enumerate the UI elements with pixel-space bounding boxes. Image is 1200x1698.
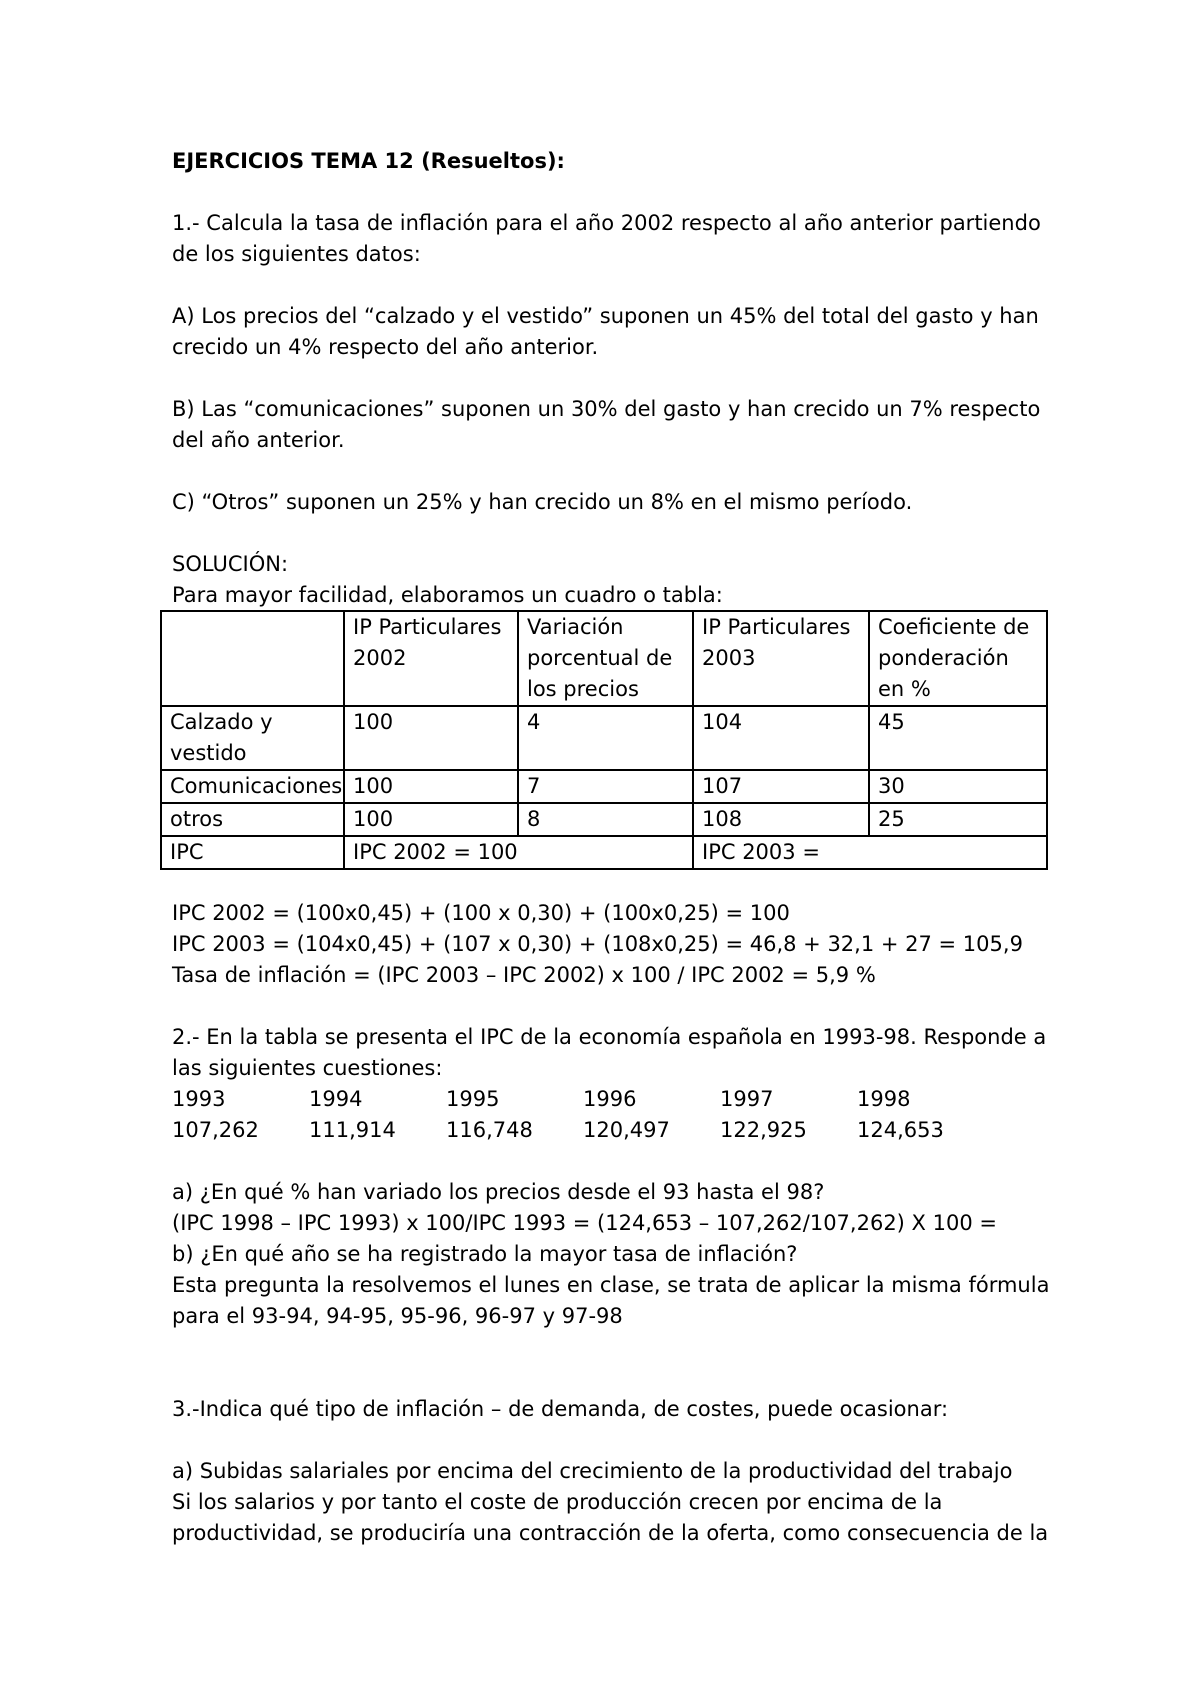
value-cell: 122,925 [720, 1118, 807, 1142]
year-cell: 1997 [720, 1087, 774, 1111]
table-cell: 100 [344, 770, 518, 803]
solution-intro: Para mayor facilidad, elaboramos un cuadro o tabla: [172, 583, 723, 607]
table-cell: 45 [869, 706, 1047, 770]
value-cell: 124,653 [857, 1118, 944, 1142]
table-cell: 100 [344, 706, 518, 770]
table-cell: 25 [869, 803, 1047, 836]
ex2-statement-line2: las siguientes cuestiones: [172, 1056, 443, 1080]
table-cell: 4 [518, 706, 693, 770]
table-cell: 100 [344, 803, 518, 836]
value-cell: 116,748 [446, 1118, 533, 1142]
ex1-item-c: C) “Otros” suponen un 25% y han crecido un 8% en el mismo período. [172, 490, 913, 514]
ex2-answer-a: (IPC 1998 – IPC 1993) x 100/IPC 1993 = (124,653 – 107,262/107,262) X 100 = [172, 1211, 997, 1235]
table-cell: 108 [693, 803, 869, 836]
ipc-table [160, 610, 1048, 870]
ipc-values-row [172, 1115, 994, 1146]
ex1-item-a-line2: crecido un 4% respecto del año anterior. [172, 335, 599, 359]
solution-heading: SOLUCIÓN: [172, 552, 289, 576]
ex1-statement-line1: 1.- Calcula la tasa de inflación para el año 2002 respecto al año anterior partiendo [172, 211, 1041, 235]
table-cell: 107 [693, 770, 869, 803]
year-cell: 1996 [583, 1087, 637, 1111]
year-cell: 1998 [857, 1087, 911, 1111]
ex2-question-a: a) ¿En qué % han variado los precios desde el 93 hasta el 98? [172, 1180, 825, 1204]
table-cell: 104 [693, 706, 869, 770]
table-row [161, 803, 1047, 836]
table-header-cell [161, 611, 344, 706]
table-cell: 7 [518, 770, 693, 803]
ex2-answer-b-line1: Esta pregunta la resolvemos el lunes en clase, se trata de aplicar la misma fórmula [172, 1273, 1050, 1297]
year-cell: 1995 [446, 1087, 500, 1111]
ipc-years-row [172, 1084, 994, 1115]
table-header-row [161, 611, 1047, 706]
table-header-cell: IP Particulares 2002 [344, 611, 518, 706]
ex3-statement: 3.-Indica qué tipo de inflación – de demanda, de costes, puede ocasionar: [172, 1397, 949, 1421]
ex1-statement-line2: de los siguientes datos: [172, 242, 421, 266]
ex3-question-a: a) Subidas salariales por encima del crecimiento de la productividad del trabajo [172, 1459, 1013, 1483]
ex1-item-b-line2: del año anterior. [172, 428, 345, 452]
ex2-question-b: b) ¿En qué año se ha registrado la mayor tasa de inflación? [172, 1242, 798, 1266]
table-cell: IPC 2003 = [693, 836, 1047, 869]
table-cell: IPC [161, 836, 344, 869]
table-row [161, 770, 1047, 803]
table-cell: Calzado y vestido [161, 706, 344, 770]
year-cell: 1993 [172, 1087, 226, 1111]
value-cell: 107,262 [172, 1118, 259, 1142]
table-header-cell: Coeficiente de ponderación en % [869, 611, 1047, 706]
ex2-statement-line1: 2.- En la tabla se presenta el IPC de la economía española en 1993-98. Responde a [172, 1025, 1047, 1049]
document-title: EJERCICIOS TEMA 12 (Resueltos): [172, 149, 565, 173]
ex3-answer-line1: Si los salarios y por tanto el coste de producción crecen por encima de la [172, 1490, 943, 1514]
ex3-answer-line2: productividad, se produciría una contracción de la oferta, como consecuencia de la [172, 1521, 1049, 1545]
table-cell: Comunicaciones [161, 770, 344, 803]
value-cell: 111,914 [309, 1118, 396, 1142]
table-cell: 30 [869, 770, 1047, 803]
table-header-cell: IP Particulares 2003 [693, 611, 869, 706]
ex2-answer-b-line2: para el 93-94, 94-95, 95-96, 96-97 y 97-98 [172, 1304, 623, 1328]
calc-ipc-2002: IPC 2002 = (100x0,45) + (100 x 0,30) + (100x0,25) = 100 [172, 901, 790, 925]
calc-inflation-rate: Tasa de inflación = (IPC 2003 – IPC 2002) x 100 / IPC 2002 = 5,9 % [172, 963, 876, 987]
table-row [161, 706, 1047, 770]
ex1-item-b-line1: B) Las “comunicaciones” suponen un 30% del gasto y han crecido un 7% respecto [172, 397, 1041, 421]
ex1-item-a-line1: A) Los precios del “calzado y el vestido” suponen un 45% del total del gasto y han [172, 304, 1039, 328]
year-cell: 1994 [309, 1087, 363, 1111]
table-cell: otros [161, 803, 344, 836]
table-ipc-row [161, 836, 1047, 869]
table-cell: IPC 2002 = 100 [344, 836, 693, 869]
calc-ipc-2003: IPC 2003 = (104x0,45) + (107 x 0,30) + (108x0,25) = 46,8 + 32,1 + 27 = 105,9 [172, 932, 1023, 956]
table-cell: 8 [518, 803, 693, 836]
table-header-cell: Variación porcentual de los precios [518, 611, 693, 706]
value-cell: 120,497 [583, 1118, 670, 1142]
